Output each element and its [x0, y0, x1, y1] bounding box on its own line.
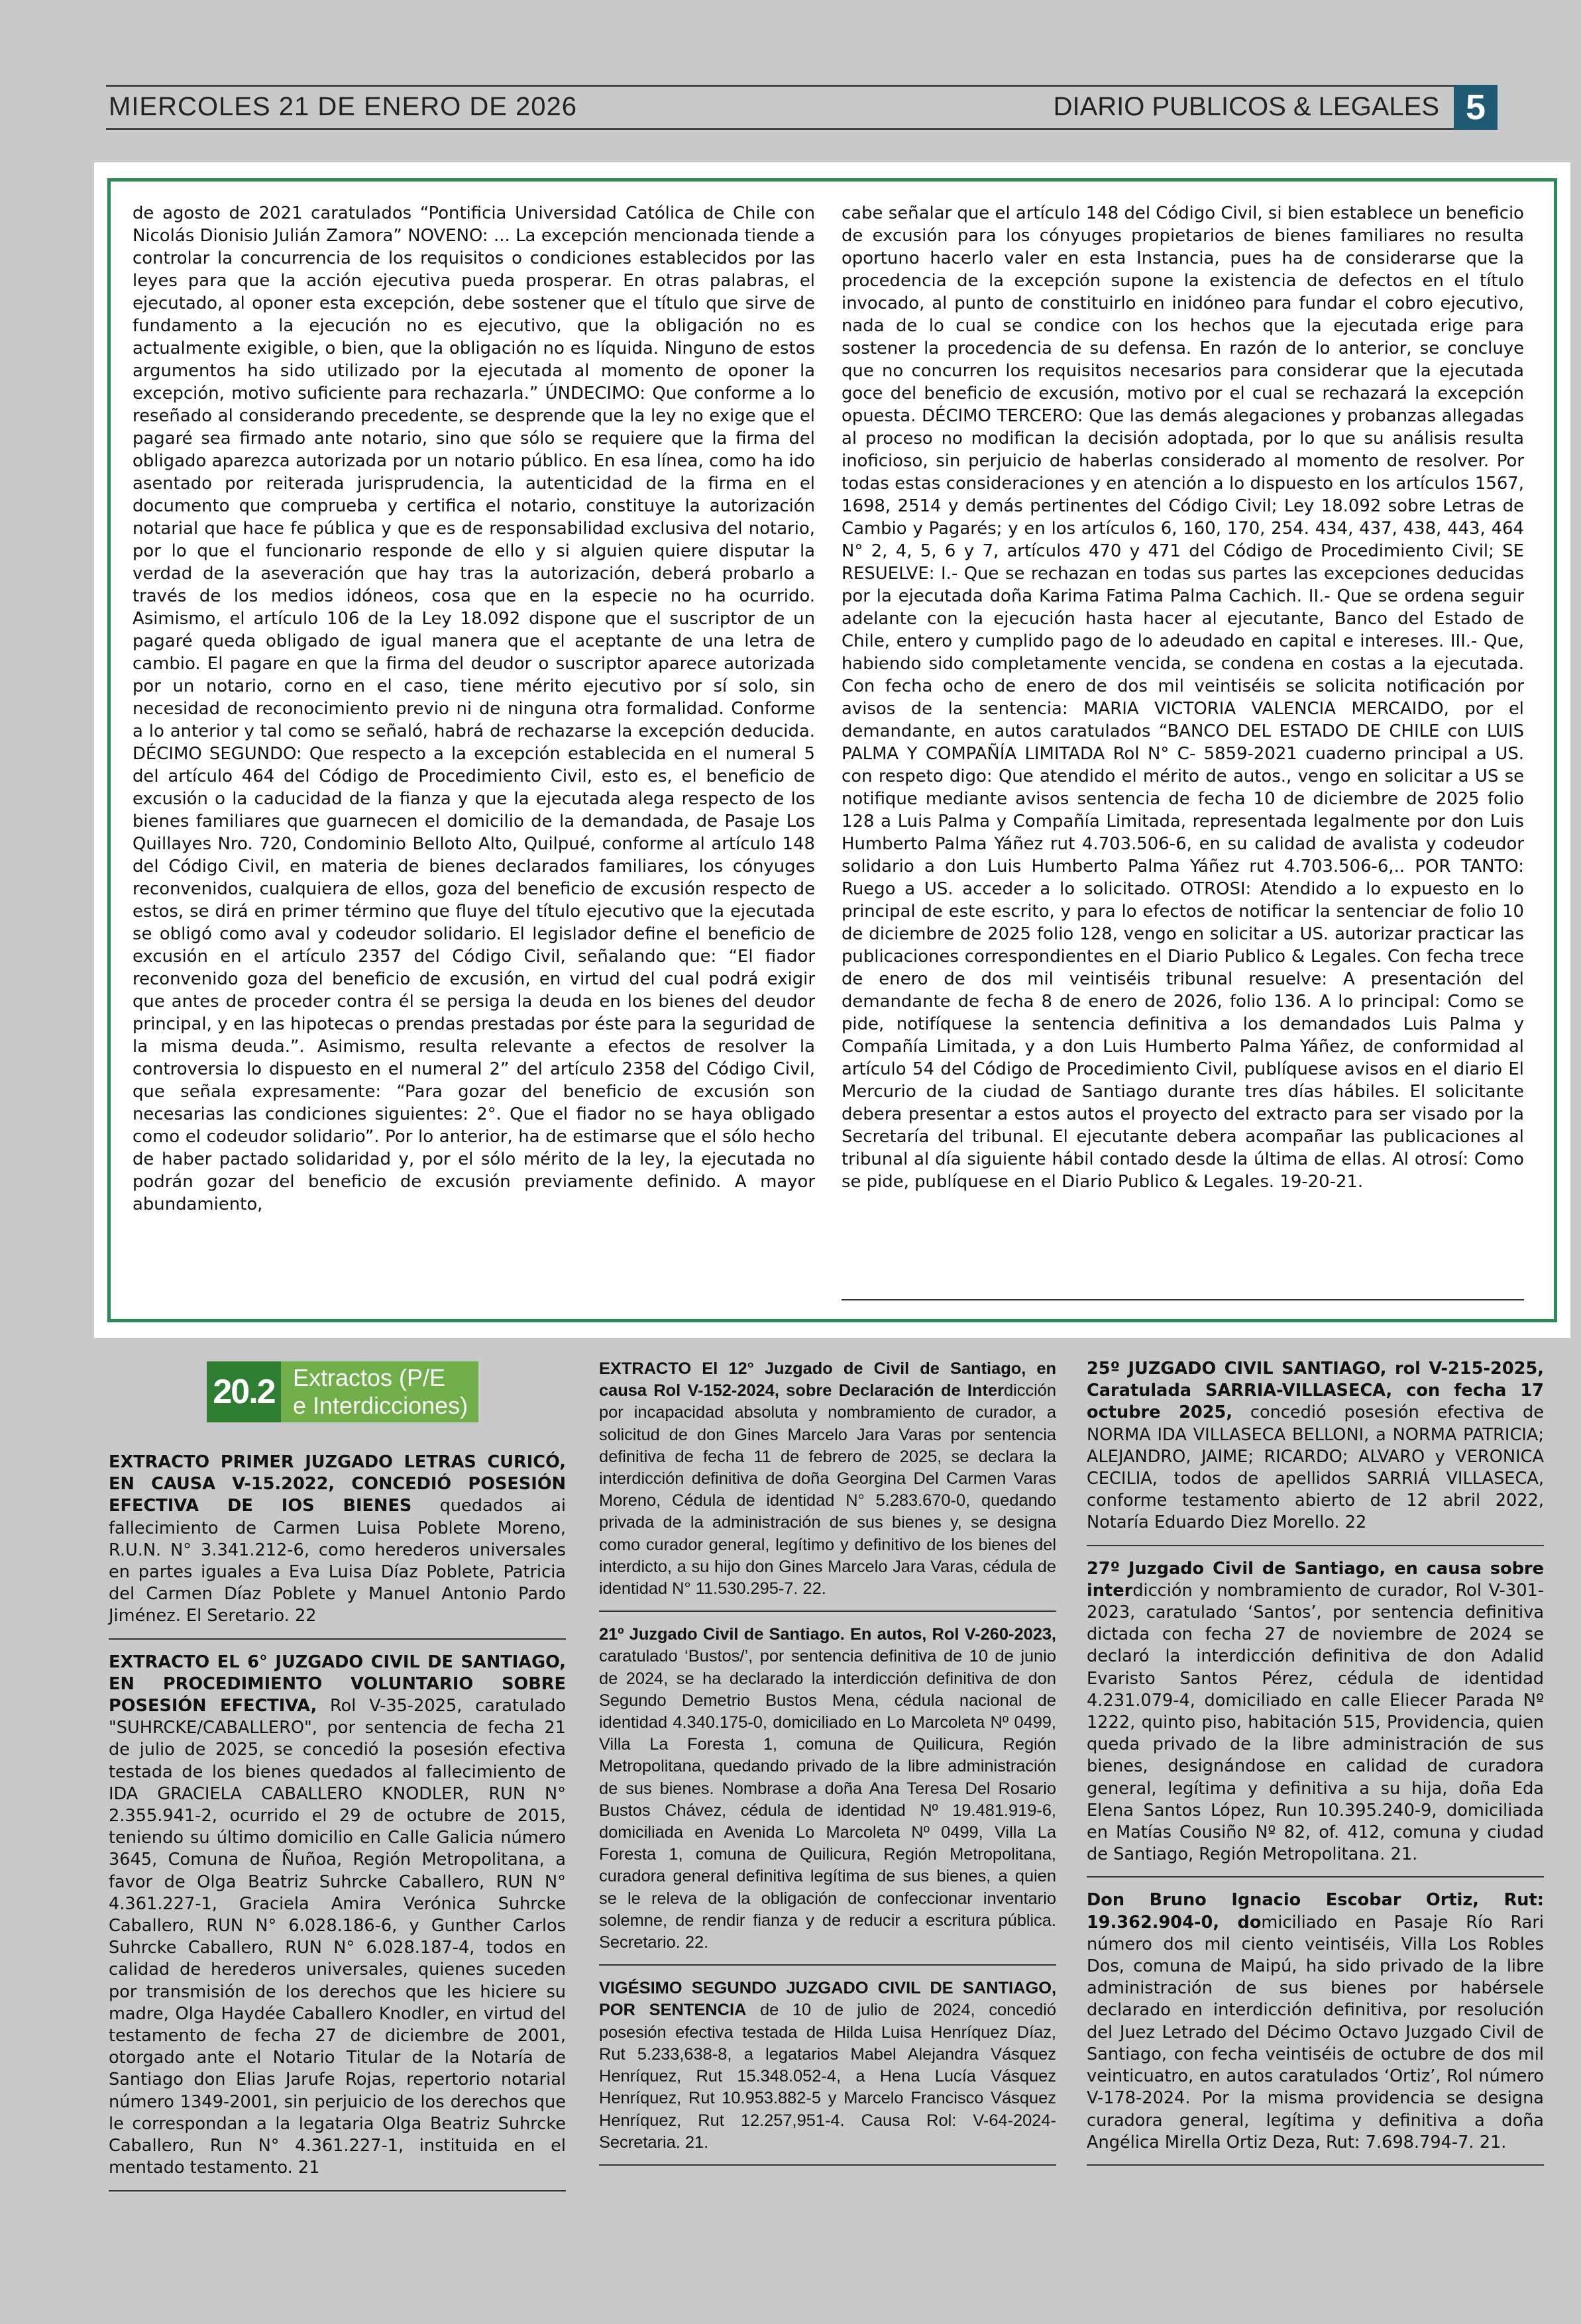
page-header [106, 85, 1498, 130]
notice-heading: 25º JUZGADO CIVIL SANTIAGO, rol V-215-2025, Caratulada SARRIA-VILLASECA, con fecha 17 octubre 2025, [1087, 1359, 1544, 1423]
section-label [281, 1361, 478, 1422]
issue-date: MIERCOLES 21 DE ENERO DE 2026 [109, 92, 578, 121]
notice-body: caratulado ‘Bustos/’, por sentencia definitiva de 10 de junio de 2024, se ha declarado la interdicción definitiva de don Segundo Demetrio Bustos Mena, cédula nacional de identidad 4.340.175-0, domiciliado en Lo Marcoleta Nº 0499, Villa La Foresta 1, comuna de Quilicura, Región Metropolitana, quedando privado de la libre administración de sus bienes. Nombrase a doña Ana Teresa Del Rosario Bustos Chávez, cédula de identidad Nº 19.481.919-6, domiciliada en Avenida Lo Marcoleta Nº 0499, Villa La Foresta 1, comuna de Quilicura, Región Metropolitana, curadora general definitiva legítima de sus bienes, a quien se le releva de la obligación de confeccionar inventario solemne, de rendir fianza y de reducir a escritura pública. Secretario. 22. [599, 1647, 1056, 1952]
article-right-column [842, 202, 1524, 1193]
notice-heading: VIGÉSIMO SEGUNDO JUZGADO CIVIL DE SANTIAGO, POR SENTENCIA [599, 1979, 1056, 2020]
notice-heading: EXTRACTO El 12° Juzgado de Civil de Santiago, en causa Rol V-152-2024, sobre Declaración de Inter [599, 1359, 1056, 1400]
legal-notice [1087, 1889, 1544, 2153]
notices-column-2 [599, 1358, 1056, 2178]
legal-notice [1087, 1358, 1544, 1534]
notice-body: dicción por incapacidad absoluta y nombramiento de curador, a solicitud de don Gines Marcelo Jara Varas por sentencia definitiva de fecha 11 de febrero de 2025, se declara la interdicción definitiva de doña Georgina Del Carmen Varas Moreno, Cédula de identidad N° 5.283.670-0, quedando privada de la administración de sus bienes y, se designa como curador general, legítimo y definitivo de los bienes del interdicto, a su hijo don Gines Marcelo Jara Varas, cédula de identidad N° 11.530.295-7. 22. [599, 1381, 1056, 1599]
notice-separator [599, 2164, 1056, 2166]
page-number: 5 [1454, 85, 1498, 130]
notice-body: miciliado en Pasaje Río Rari número dos mil ciento veintiséis, Villa Los Robles Dos, comuna de Maipú, ha sido privado de la libre administración de sus bienes por habérsele declarado en interdicción definitiva, por resolución del Juez Letrado del Décimo Octavo Juzgado Civil de Santiago, con fecha veintiséis de octubre de dos mil veinticuatro, en autos caratulados ‘Ortiz’, Rol número V-178-2024. Por la misma providencia se designa curadora general, legítima y definitiva a doña Angélica Mirella Ortiz Deza, Rut: 7.698.794-7. 21. [1087, 1912, 1544, 2152]
notice-body: Rol V-35-2025, caratulado "SUHRCKE/CABALLERO", por sentencia de fecha 21 de julio de 2025, se concedió la posesión efectiva testada de los bienes quedados al fallecimiento de IDA GRACIELA CABALLERO KNODLER, RUN N° 2.355.941-2, ocurrido el 29 de octubre de 2015, teniendo su último domicilio en Calle Galicia número 3645, Comuna de Ñuñoa, Región Metropolitana, a favor de Olga Beatriz Suhrcke Caballero, RUN N° 4.361.227-1, Graciela Amira Verónica Suhrcke Caballero, RUN N° 6.028.186-6, y Gunther Carlos Suhrcke Caballero, RUN N° 6.028.187-4, todos en calidad de herederos universales, quienes suceden por transmisión de los derechos que les hiciere su madre, Olga Haydée Caballero Knodler, en virtud del testamento de fecha 27 de diciembre de 2001, otorgado ante el Notario Titular de la Notaría de Santiago don Elias Jarufe Rojas, repertorio notarial número 1349-2001, sin perjuicio de los derechos que le correspondan a la legataria Olga Beatriz Suhrcke Caballero, Run N° 4.361.227-1, instituida en el mentado testamento. 21 [109, 1696, 566, 2178]
notice-separator [109, 1638, 566, 1640]
notice-separator [599, 1611, 1056, 1612]
legal-notice [109, 1652, 566, 2180]
notice-separator [599, 1964, 1056, 1966]
publication-name: DIARIO PUBLICOS & LEGALES [1053, 92, 1439, 121]
notice-heading: Don Bruno Ignacio Escobar Ortiz, Rut: 19.362.904-0, do [1087, 1890, 1544, 1932]
article-right-text: cabe señalar que el artículo 148 del Código Civil, si bien establece un beneficio de excusión para los cónyuges propietarios de bienes familiares no resulta oportuno hacerlo valer en esta Instancia, pues ha de considerarse que la procedencia de la excepción supone la existencia de defectos en el título invocado, al punto de constituirlo en inidóneo para fundar el cobro ejecutivo, nada de lo cual se condice con los hechos que la ejecutada erige para sostener la procedencia de su defensa. En razón de lo anterior, se concluye que no concurren los requisitos necesarios para considerar que la ejecutada goce del beneficio de excusión, motivo por el cual se rechazará la excepción opuesta. DÉCIMO TERCERO: Que las demás alegaciones y probanzas allegadas al proceso no modifican la decisión adoptada, por lo que su análisis resulta inoficioso, sin perjuicio de haberlas considerado al momento de resolver. Por todas estas consideraciones y en atención a lo dispuesto en los artículos 1567, 1698, 2514 y demás pertinentes del Código Civil; Ley 18.092 sobre Letras de Cambio y Pagarés; y en los artículos 6, 160, 170, 254. 434, 437, 438, 443, 464 N° 2, 4, 5, 6 y 7, artículos 470 y 471 del Código de Procedimiento Civil; SE RESUELVE: I.- Que se rechazan en todas sus partes las excepciones deducidas por la ejecutada doña Karima Fatima Palma Cachich. II.- Que se ordena seguir adelante con la ejecución hasta hacer al ejecutante, Banco del Estado de Chile, entero y cumplido pago de lo adeudado en capital e intereses. III.- Que, habiendo sido completamente vencida, se condena en costas a la ejecutada. Con fecha ocho de enero de dos mil veintiséis se solicita notificación por avisos de la sentencia: MARIA VICTORIA VALENCIA MERCAIDO, por el demandante, en autos caratulados “BANCO DEL ESTADO DE CHILE con LUIS PALMA Y COMPAÑÍA LIMITADA Rol N° C- 5859-2021 cuaderno principal a US. con respeto digo: Que atendido el mérito de autos., vengo en solicitar a US se notifique mediante avisos sentencia de fecha 10 de diciembre de 2025 folio 128 a Luis Palma y Compañía Limitada, representada legalmente por don Luis Humberto Palma Yáñez rut 4.703.506-6, en su calidad de avalista y codeudor solidario a don Luis Humberto Palma Yáñez rut 4.703.506-6,.. POR TANTO: Ruego a US. acceder a lo solicitado. OTROSI: Atendido a lo expuesto en lo principal de este escrito, y para lo efectos de notificar la sentenciar de folio 10 de diciembre de 2025 folio 128, vengo en solicitar a US. autorizar practicar las publicaciones correspondientes en el Diario Publico & Legales. Con fecha trece de enero de dos mil veintiséis tribunal resuelve: A presentación del demandante de fecha 8 de enero de 2026, folio 136. A lo principal: Como se pide, notifíquese la sentencia definitiva a los demandados Luis Palma y Compañía Limitada, y a don Luis Humberto Palma Yáñez, de conformidad al artículo 54 del Código de Procedimiento Civil, publíquese avisos en el diario El Mercurio de la ciudad de Santiago durante tres días hábiles. El solicitante debera presentar a estos autos el proyecto del extracto para ser visado por la Secretaría del tribunal. El ejecutante debera acompañar las publicaciones al tribunal al día siguiente hábil contado desde la última de ellas. Al otrosí: Como se pide, publíquese en el Diario Publico & Legales. 19-20-21. [842, 203, 1524, 1192]
legal-notice [1087, 1558, 1544, 1866]
notice-heading: 27º Juzgado Civil de Santiago, en causa sobre inter [1087, 1558, 1544, 1601]
notice-body: dicción y nombramiento de curador, Rol V-301-2023, caratulado ‘Santos’, por sentencia definitiva dictada con fecha 27 de noviembre de 2024 se declaró la interdicción definitiva de don Adalid Evaristo Santos Pérez, cédula de identidad 4.231.079-4, domiciliado en calle Eliecer Parada Nº 1222, quinto piso, habitación 515, Providencia, quien queda privado de la libre administración de sus bienes, designándose en calidad de curadora general, legítima y definitiva a su hija, doña Eda Elena Santos López, Run 10.395.240-9, domiciliada en Matías Cousiño Nº 82, of. 412, comuna y ciudad de Santiago, Región Metropolitana. 21. [1087, 1580, 1544, 1865]
notice-separator [1087, 2164, 1544, 2166]
notices-column-3 [1087, 1358, 1544, 2178]
column-rule [842, 1299, 1524, 1300]
legal-notice [109, 1452, 566, 1628]
continued-article-box [94, 162, 1570, 1338]
legal-notice [599, 1624, 1056, 1954]
section-label-line2: e Interdicciones) [293, 1392, 468, 1419]
notice-separator [1087, 1876, 1544, 1877]
notice-heading: EXTRACTO EL 6° JUZGADO CIVIL DE SANTIAGO, EN PROCEDIMIENTO VOLUNTARIO SOBRE POSESIÓN EFECTIVA, [109, 1652, 566, 1717]
article-left-column [133, 202, 815, 1216]
notice-heading: EXTRACTO PRIMER JUZGADO LETRAS CURICÓ, EN CAUSA V-15.2022, CONCEDIÓ POSESIÓN EFECTIVA DE IOS BIENES [109, 1452, 566, 1516]
legal-notice [599, 1978, 1056, 2154]
article-left-text: de agosto de 2021 caratulados “Pontificia Universidad Católica de Chile con Nicolás Dionisio Julián Zamora” NOVENO: ... La excepción mencionada tiende a controlar la concurrencia de los requisitos o condiciones establecidos por las leyes para que la acción ejecutiva pueda prosperar. En otras palabras, el ejecutado, al oponer esta excepción, debe sostener que el título que sirve de fundamento a la ejecución no es ejecutivo, que la obligación no es actualmente exigible, o bien, que la obligación no es líquida. Ninguno de estos argumentos ha sido utilizado por la ejecutada al momento de oponer la excepción, motivo suficiente para rechazarla.” ÚNDECIMO: Que conforme a lo reseñado al considerando precedente, se desprende que la ley no exige que el pagaré sea firmado ante notario, sino que sólo se requiere que la firma del obligado aparezca autorizada por un notario público. En esa línea, como ha ido asentado por reiterada jurisprudencia, la autenticidad de la firma en el documento que comprueba y certifica el notario, constituye la autorización notarial que hace fe pública y que es de responsabilidad exclusiva del notario, por lo que el funcionario responde de ello y si alguien quiere disputar la verdad de la aseveración que hay tras la autorización, deberá probarlo a través de los medios idóneos, cosa que en la especie no ha ocurrido. Asimismo, el artículo 106 de la Ley 18.092 dispone que el suscriptor de un pagaré queda obligado de igual manera que el aceptante de una letra de cambio. El pagare en que la firma del deudor o suscriptor aparece autorizada por un notario, corno en el caso, tiene mérito ejecutivo por sí solo, sin necesidad de reconocimiento previo ni de ninguna otra formalidad. Conforme a lo anterior y tal como se señaló, habrá de rechazarse la excepción deducida. DÉCIMO SEGUNDO: Que respecto a la excepción establecida en el numeral 5 del artículo 464 del Código de Procedimiento Civil, esto es, el beneficio de excusión o la caducidad de la fianza y que la ejecutada alega respecto de los bienes familiares que guarnecen el domicilio de la demandada, de Pasaje Los Quillayes Nro. 720, Condominio Belloto Alto, Quilpué, conforme al artículo 148 del Código Civil, en materia de bienes declarados familiares, los cónyuges reconvenidos, cualquiera de ellos, goza del beneficio de excusión respecto de estos, se dirá en primer término que fluye del título ejecutivo que la ejecutada se obligó como aval y codeudor solidario. El legislador define el beneficio de excusión en el artículo 2357 del Código Civil, señalando que: “El fiador reconvenido goza del beneficio de excusión, en virtud del cual podrá exigir que antes de proceder contra él se persiga la deuda en los bienes del deudor principal, y en las hipotecas o prendas prestadas por éste para la seguridad de la misma deuda.”. Asimismo, resulta relevante a efectos de resolver la controversia lo dispuesto en el numeral 2” del artículo 2358 del Código Civil, que señala expresamente: “Para gozar del beneficio de excusión son necesarias las condiciones siguientes: 2°. Que el fiador no se haya obligado como el codeudor solidario”. Por lo anterior, ha de estimarse que el sólo hecho de haber pactado solidaridad y, por el sólo mérito de la ley, la ejecutada no podrán gozar del beneficio de excusión previamente definido. A mayor abundamiento, [133, 203, 815, 1214]
notice-body: concedió posesión efectiva de NORMA IDA VILLASECA BELLONI, a NORMA PATRICIA; ALEJANDRO, JAIME; RICARDO; ALVARO y VERONICA CECILIA, todos de apellidos SARRIÁ VILLASECA, conforme testamento abierto de 12 abril 2022, Notaría Eduardo Diez Morello. 22 [1087, 1402, 1544, 1533]
notice-body: de 10 de julio de 2024, concedió posesión efectiva testada de Hilda Luisa Henríquez Díaz, Rut 5.233,638-8, a legatarios Mabel Alejandra Vásquez Henríquez, Rut 15.348.052-4, a Hena Lucía Vásquez Henríquez, Rut 10.953.882-5 y Marcelo Francisco Vásquez Henríquez, Rut 12.257,951-4. Causa Rol: V-64-2024- Secretaria. 21. [599, 2001, 1056, 2152]
notice-separator [1087, 1545, 1544, 1546]
notice-body: quedados ai fallecimiento de Carmen Luisa Poblete Moreno, R.U.N. N° 3.341.212-6, como herederos universales en partes iguales a Eva Luisa Díaz Poblete, Patricia del Carmen Díaz Poblete y Manuel Antonio Pardo Jiménez. El Seretario. 22 [109, 1496, 566, 1626]
section-badge [207, 1361, 478, 1422]
section-label-line1: Extractos (P/E [293, 1364, 446, 1391]
section-number: 20.2 [207, 1361, 281, 1422]
notice-separator [109, 2190, 566, 2192]
notice-heading: 21º Juzgado Civil de Santiago. En autos, Rol V-260-2023, [599, 1625, 1056, 1644]
notices-column-1 [109, 1361, 566, 2203]
legal-notice [599, 1358, 1056, 1600]
